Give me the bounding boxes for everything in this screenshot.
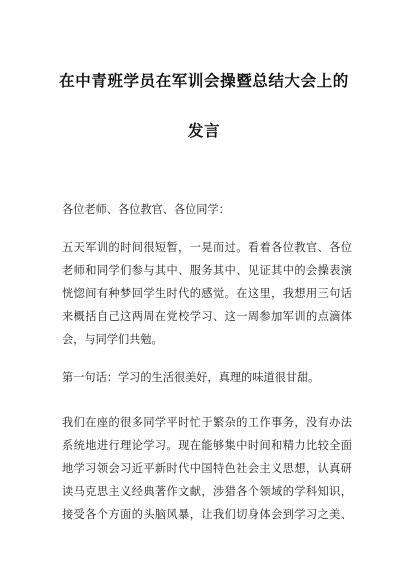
document-title-line-2: 发言 xyxy=(187,122,221,140)
document-title-line-1: 在中青班学员在军训会操暨总结大会上的 xyxy=(59,72,349,90)
greeting-paragraph xyxy=(62,198,352,221)
body-line-1: 我们在座的很多同学平时忙于繁杂的工作事务，没有办法 xyxy=(62,416,352,429)
intro-line-1: 五天军训的时间很短暂，一晃而过。看着各位教官、各位 xyxy=(62,241,352,254)
body-line-5: 接受各个方面的头脑风暴，让我们切身体会到学习之美、 xyxy=(62,508,352,521)
body-line-2: 系统地进行理论学习。现在能够集中时间和精力比较全面 xyxy=(62,439,352,452)
intro-line-2: 老师和同学们参与其中、服务其中、见证其中的会操表演 xyxy=(62,264,352,277)
intro-line-4: 来概括自己这两周在党校学习、这一周参加军训的点滴体 xyxy=(62,310,352,323)
first-point-paragraph xyxy=(62,366,352,389)
greeting-line: 各位老师、各位教官、各位同学： xyxy=(62,203,230,216)
intro-line-5: 会，与同学们共勉。 xyxy=(62,333,163,346)
intro-paragraph xyxy=(62,236,352,351)
body-line-3: 地学习领会习近平新时代中国特色社会主义思想，认真研 xyxy=(62,462,352,475)
intro-line-3: 恍惚间有种梦回学生时代的感觉。在这里，我想用三句话 xyxy=(62,287,352,300)
body-paragraph xyxy=(62,411,352,526)
body-line-4: 读马克思主义经典著作文献，涉猎各个领域的学科知识， xyxy=(62,485,352,498)
first-point-line: 第一句话：学习的生活很美好，真理的味道很甘甜。 xyxy=(62,371,320,384)
